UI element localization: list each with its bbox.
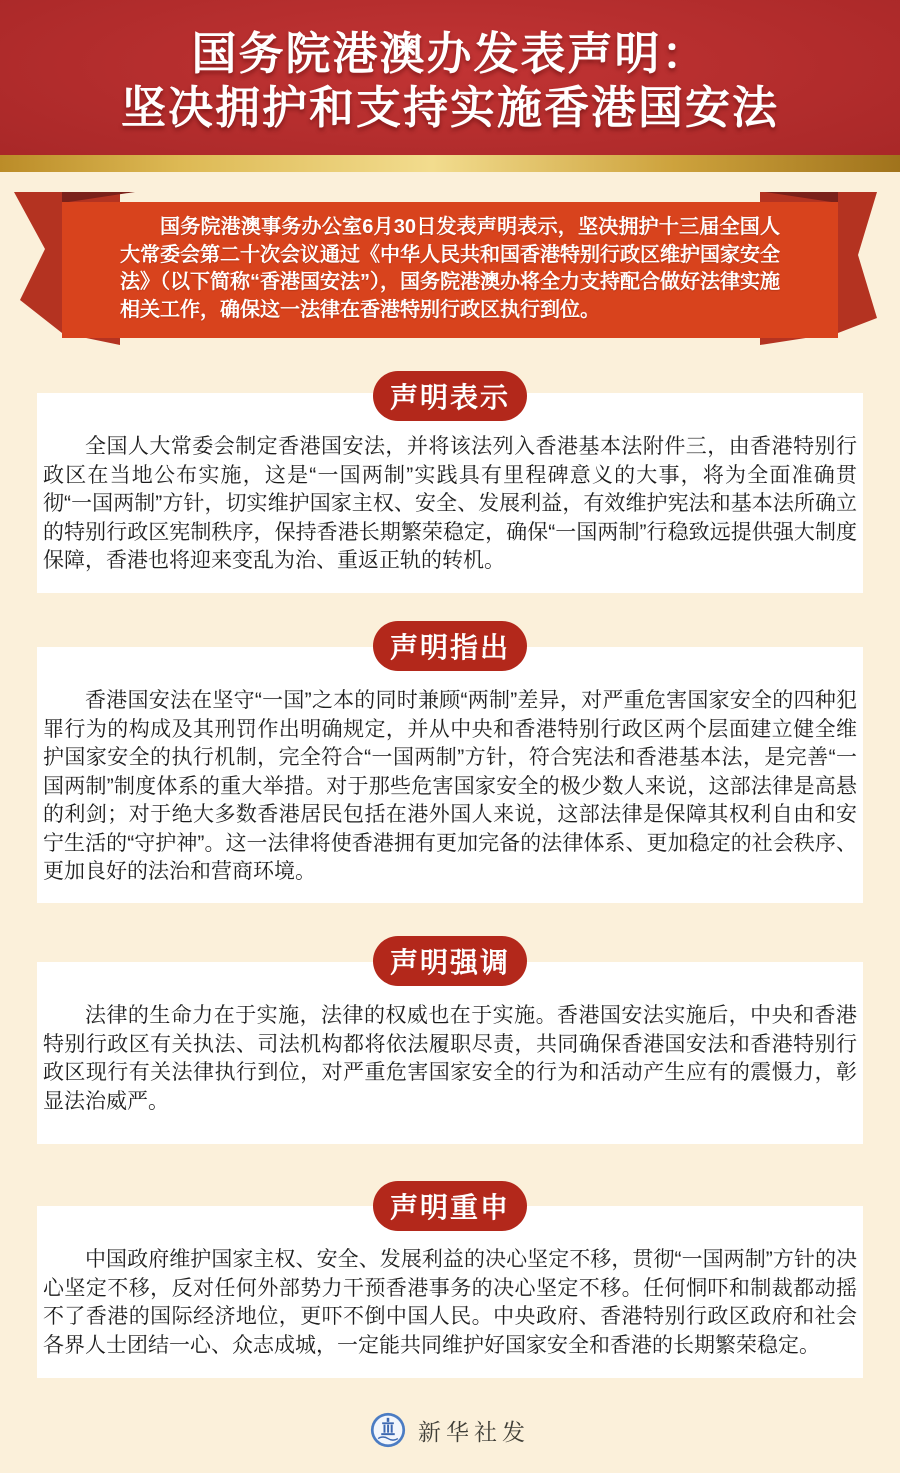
section-badge-1: 声明表示 <box>373 371 527 421</box>
section-card-3 <box>37 962 863 1144</box>
section-badge-2: 声明指出 <box>373 621 527 671</box>
poster-title-line2: 坚决拥护和支持实施香港国安法 <box>120 81 779 133</box>
intro-text: 国务院港澳事务办公室6月30日发表声明表示，坚决拥护十三届全国人大常委会第二十次会议通过《中华人民共和国香港特别行政区维护国家安全法》（以下简称“香港国安法”），国务院港澳办将全力支持配合做好法律实施相关工作，确保这一法律在香港特别行政区执行到位。 <box>120 216 780 321</box>
section-body-3: 法律的生命力在于实施，法律的权威也在于实施。香港国安法实施后，中央和香港特别行政区有关执法、司法机构都将依法履职尽责，共同确保香港国安法和香港特别行政区现行有关法律执行到位，对严重危害国家安全的行为和活动产生应有的震慑力，彰显法治威严。 <box>43 1004 857 1113</box>
section-card-2 <box>37 647 863 903</box>
section-card-4 <box>37 1206 863 1378</box>
footer <box>0 1408 900 1452</box>
section-body-4: 中国政府维护国家主权、安全、发展利益的决心坚定不移，贯彻“一国两制”方针的决心坚定不移，反对任何外部势力干预香港事务的决心坚定不移。任何恫吓和制裁都动摇不了香港的国际经济地位，更吓不倒中国人民。中央政府、香港特别行政区政府和社会各界人士团结一心、众志成城，一定能共同维护好国家安全和香港的长期繁荣稳定。 <box>43 1248 857 1357</box>
section-body-1: 全国人大常委会制定香港国安法，并将该法列入香港基本法附件三，由香港特别行政区在当地公布实施，这是“一国两制”实践具有里程碑意义的大事，将为全面准确贯彻“一国两制”方针，切实维护国家主权、安全、发展利益，有效维护宪法和基本法所确立的特别行政区宪制秩序，保持香港长期繁荣稳定，确保“一国两制”行稳致远提供强大制度保障，香港也将迎来变乱为治、重返正轨的转机。 <box>43 435 857 572</box>
poster-title-line1: 国务院港澳办发表声明： <box>191 27 709 79</box>
footer-credit: 新华社发 <box>418 1418 530 1445</box>
section-badge-4: 声明重申 <box>373 1181 527 1231</box>
section-body-2: 香港国安法在坚守“一国”之本的同时兼顾“两制”差异，对严重危害国家安全的四种犯罪行为的构成及其刑罚作出明确规定，并从中央和香港特别行政区两个层面建立健全维护国家安全的执行机制，完全符合“一国两制”方针，符合宪法和香港基本法，是完善“一国两制”制度体系的重大举措。对于那些危害国家安全的极少数人来说，这部法律是高悬的利剑；对于绝大多数香港居民包括在港外国人来说，这部法律是保障其权利自由和安宁生活的“守护神”。这一法律将使香港拥有更加完备的法律体系、更加稳定的社会秩序、更加良好的法治和营商环境。 <box>43 689 857 883</box>
intro-panel <box>62 202 838 338</box>
section-badge-3: 声明强调 <box>373 936 527 986</box>
xinhua-logo-icon <box>370 1412 406 1448</box>
section-card-1 <box>37 393 863 593</box>
